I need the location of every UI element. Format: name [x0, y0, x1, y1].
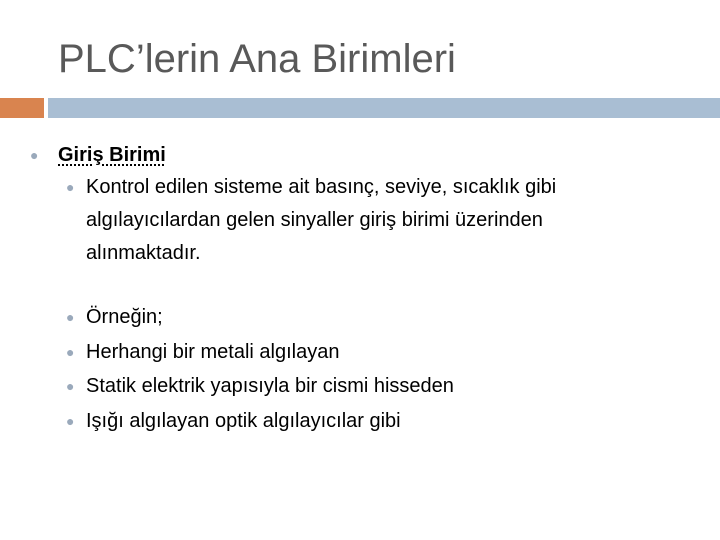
description-line-2: algılayıcılardan gelen sinyaller giriş birimi üzerinden: [86, 209, 543, 231]
heading-text: Giriş Birimi: [58, 144, 166, 166]
bullet-dot-icon: ●: [66, 413, 75, 429]
description-line-1: Kontrol edilen sisteme ait basınç, seviye, sıcaklık gibi: [86, 176, 557, 198]
slide-title: PLC’lerin Ana Birimleri: [58, 37, 456, 81]
bullet-dot-icon: ●: [66, 179, 75, 195]
bullet-dot-icon: ●: [66, 344, 75, 360]
bullet-dot-icon: ●: [30, 147, 39, 163]
example-intro: Örneğin;: [86, 306, 163, 328]
heading-giris-birimi: [58, 140, 166, 170]
bullet-dot-icon: ●: [66, 378, 75, 394]
example-item-optical: Işığı algılayan optik algılayıcılar gibi: [86, 410, 401, 432]
bullet-dot-icon: ●: [66, 309, 75, 325]
example-item-static: Statik elektrik yapısıyla bir cismi hisseden: [86, 375, 454, 397]
example-item-metal: Herhangi bir metali algılayan: [86, 341, 340, 363]
description-line-3: alınmaktadır.: [86, 242, 201, 264]
